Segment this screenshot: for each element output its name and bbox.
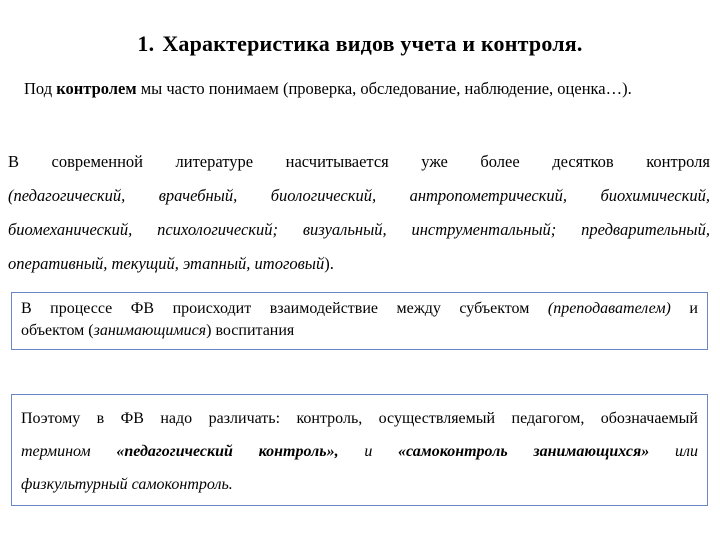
intro-post: мы часто понимаем (проверка, обследование, наблюдение, оценка…). [136,79,632,98]
box2-word: осуществляемый [378,410,496,427]
kinds-word: инструментальный; [411,220,557,239]
intro-pre: Под [24,79,57,98]
box2-line-3 [21,468,698,501]
box2-word: Поэтому [21,410,81,427]
box2-term-bold: занимающихся» [533,443,650,460]
box1-word: взаимодействие [269,300,379,317]
kinds-word: психологический; [157,220,279,239]
box2-term-bold: «самоконтроль [398,443,508,460]
kinds-word: литературе [175,152,254,171]
box1-line-1 [21,298,698,320]
box1-word: В [21,300,32,317]
kinds-word: антропометрический, [409,186,567,205]
box1-line2-pre: объектом ( [21,322,94,339]
box1-word: ФВ [130,300,155,317]
kinds-row-4 [8,247,710,281]
box1-word: происходит [172,300,252,317]
box2-word: обозначаемый [600,410,698,427]
kinds-word: более [480,152,520,171]
kinds-word: современной [51,152,143,171]
box1-word: процессе [50,300,113,317]
control-kinds-paragraph [8,145,710,281]
control-types-box [11,394,708,506]
kinds-word: контроля [646,152,710,171]
kinds-word: В [8,152,20,171]
box2-line-2 [21,435,698,468]
box1-line2-italic: занимающимися [93,322,207,339]
box2-word: в [96,410,105,427]
box2-word: различать: [208,410,281,427]
box2-term-bold: контроль», [258,443,339,460]
box2-line3-text: физкультурный самоконтроль. [21,476,233,493]
box1-word: между [396,300,441,317]
kinds-row-2 [8,179,710,213]
box1-word-italic: (преподавателем) [547,300,671,317]
kinds-word: биомеханический, [8,220,133,239]
kinds-word: визуальный, [302,220,387,239]
box1-word: и [689,300,698,317]
kinds-row-4-end: ). [324,254,334,273]
title-number: 1. [137,31,155,56]
box1-line2-post: ) воспитания [206,322,295,339]
kinds-word: предварительный, [581,220,710,239]
kinds-word: биологический, [270,186,377,205]
box2-word: термином [21,443,91,460]
box2-term-bold: «педагогический [116,443,233,460]
kinds-row-3 [8,213,710,247]
kinds-word: десятков [552,152,614,171]
box1-line-2 [21,320,698,342]
kinds-word: (педагогический, [8,186,126,205]
box1-word: субъектом [459,300,530,317]
box2-line-1 [21,402,698,435]
intro-line [24,79,714,99]
kinds-word: насчитывается [285,152,389,171]
box2-word: контроль, [296,410,363,427]
title-text: Характеристика видов учета и контроля. [162,31,583,56]
kinds-word: биохимический, [600,186,710,205]
intro-bold-term: контролем [56,79,137,98]
box2-word: ФВ [120,410,144,427]
box2-word: или [674,443,698,460]
box2-word: надо [160,410,193,427]
box2-word: педагогом, [511,410,585,427]
kinds-row-4-text: оперативный, текущий, этапный, итоговый [8,254,325,273]
slide-title [0,31,720,57]
kinds-row-1 [8,145,710,179]
kinds-word: врачебный, [158,186,238,205]
box2-word: и [364,443,373,460]
interaction-box [11,292,708,350]
kinds-word: уже [421,152,448,171]
